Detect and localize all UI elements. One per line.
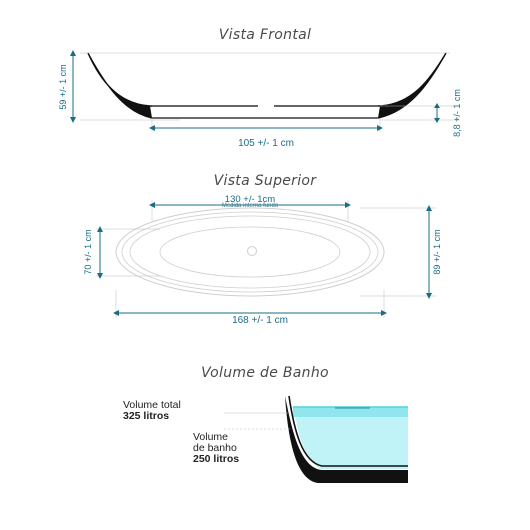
- tub-front-wall-left: [88, 53, 152, 118]
- tub-front-wall-right: [378, 53, 446, 118]
- front-view-title: Vista Frontal: [218, 27, 312, 43]
- top-outer-length-label: 168 +/- 1 cm: [232, 315, 288, 326]
- drain-circle: [248, 247, 257, 256]
- top-outer-width-label: 89 +/- 1 cm: [432, 229, 442, 275]
- volume-total-value: 325 litros: [123, 410, 170, 422]
- top-view-drawing: [96, 200, 436, 318]
- top-inner-length-label: 130 +/- 1cm: [224, 194, 276, 205]
- volume-title: Volume de Banho: [201, 365, 329, 381]
- tub-top-inner-bottom: [160, 227, 340, 277]
- volume-bath-label-2: de banho: [193, 442, 237, 454]
- drain-marker: [258, 104, 274, 107]
- volume-bath-block: [193, 432, 239, 465]
- volume-total-label: Volume total: [123, 399, 181, 411]
- volume-drawing: [224, 396, 408, 483]
- top-inner-width-label: 70 +/- 1 cm: [83, 229, 93, 275]
- volume-bath-label-1: Volume: [193, 431, 229, 443]
- top-view-title: Vista Superior: [213, 173, 317, 189]
- top-inner-note: Medida interna fundo: [221, 203, 279, 209]
- volume-total-block: [123, 400, 181, 422]
- volume-bath-value: 250 litros: [193, 453, 240, 465]
- front-base-width-label: 105 +/- 1 cm: [238, 138, 294, 149]
- tub-top-outer-rim: [116, 208, 384, 296]
- front-base-height-label: 8,8 +/- 1 cm: [452, 89, 462, 137]
- front-view-drawing: [70, 50, 460, 132]
- tub-front-shell: [88, 53, 446, 106]
- front-height-label: 59 +/- 1 cm: [58, 64, 68, 110]
